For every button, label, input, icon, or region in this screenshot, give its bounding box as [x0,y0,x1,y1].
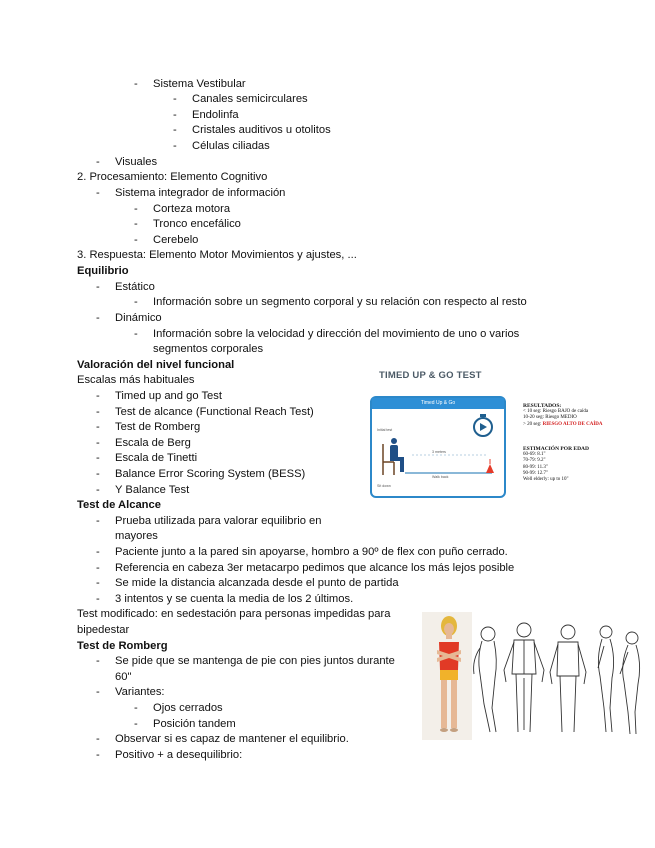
bullet-dash: - [96,686,100,698]
posture-sketches [474,623,640,734]
bullet-dash: - [96,281,100,293]
paragraph: Test modificado: en sedestación para personas impedidas para [77,608,391,620]
person-icon [390,438,404,472]
outline-item: Información sobre un segmento corporal y su relación con respecto al resto [153,296,527,308]
tug-illustration [372,409,504,496]
outline-item: Escala de Tinetti [115,452,198,464]
bullet-dash: - [96,312,100,324]
outline-item: Escala de Berg [115,437,191,449]
outline-item-continuation: mayores [115,530,158,542]
numbered-heading: 2. Procesamiento: Elemento Cognitivo [77,171,268,183]
bullet-dash: - [96,749,100,761]
svg-text:Initial test: Initial test [377,428,393,432]
outline-item-continuation: segmentos corporales [153,343,264,355]
outline-item: Prueba utilizada para valorar equilibrio en [115,515,322,527]
tug-figure-bar: Timed Up & Go [372,398,504,409]
bullet-dash: - [96,421,100,433]
outline-item: Cristales auditivos u otolitos [192,124,331,136]
outline-item: Canales semicirculares [192,93,308,105]
outline-item: Sistema Vestibular [153,78,246,90]
section-heading: Valoración del nivel funcional [77,359,235,371]
bullet-dash: - [96,468,100,480]
bullet-dash: - [173,140,177,152]
outline-item: Información sobre la velocidad y dirección del movimiento de uno o varios [153,328,520,340]
outline-item: Sistema integrador de información [115,187,286,199]
outline-item: Estático [115,281,155,293]
woman-standing-figure [422,612,472,740]
bullet-dash: - [96,452,100,464]
bullet-dash: - [96,406,100,418]
outline-item: Ojos cerrados [153,702,223,714]
bullet-dash: - [96,484,100,496]
bullet-dash: - [173,124,177,136]
tug-figure-title: TIMED UP & GO TEST [379,370,482,381]
tug-age-estimation: ESTIMACIÓN POR EDAD 60-69: 8.1" 70-79: 9.2" 80-99: 11.3" 90-99: 12.7" Well elderly: up to 10" [523,446,590,483]
outline-item: 3 intentos y se cuenta la media de los 2 últimos. [115,593,354,605]
outline-item: Dinámico [115,312,162,324]
numbered-heading: 3. Respuesta: Elemento Motor Movimientos y ajustes, ... [77,249,357,261]
bullet-dash: - [134,218,138,230]
bullet-dash: - [134,702,138,714]
bullet-dash: - [173,109,177,121]
bullet-dash: - [134,296,138,308]
bullet-dash: - [96,390,100,402]
outline-item: Balance Error Scoring System (BESS) [115,468,306,480]
bullet-dash: - [134,718,138,730]
svg-text:3 meters: 3 meters [432,450,446,454]
bullet-dash: - [134,328,138,340]
bullet-dash: - [173,93,177,105]
bullet-dash: - [134,234,138,246]
outline-item: Test de alcance (Functional Reach Test) [115,406,314,418]
outline-item: Referencia en cabeza 3er metacarpo pedimos que alcance los más lejos posible [115,562,515,574]
outline-item: Células ciliadas [192,140,270,152]
romberg-illustration [422,612,647,740]
outline-item: Paciente junto a la pared sin apoyarse, hombro a 90º de flex con puño cerrado. [115,546,508,558]
outline-item: Endolinfa [192,109,239,121]
section-heading: Equilibrio [77,265,129,277]
bullet-dash: - [96,577,100,589]
outline-item: Y Balance Test [115,484,190,496]
outline-item: Positivo + a desequilibrio: [115,749,243,761]
outline-item: Se mide la distancia alcanzada desde el punto de partida [115,577,399,589]
bullet-dash: - [134,78,138,90]
bullet-dash: - [96,733,100,745]
bullet-dash: - [96,437,100,449]
outline-item: Test de Romberg [115,421,201,433]
outline-item: Posición tandem [153,718,236,730]
bullet-dash: - [96,655,100,667]
section-heading: Test de Alcance [77,499,161,511]
outline-item: Corteza motora [153,203,231,215]
subheading: Escalas más habituales [77,374,195,386]
bullet-dash: - [96,546,100,558]
section-heading: Test de Romberg [77,640,168,652]
svg-text:Sit down: Sit down [377,484,391,488]
paragraph-continuation: bipedestar [77,624,130,636]
bullet-dash: - [96,562,100,574]
outline-item: Se pide que se mantenga de pie con pies juntos durante [115,655,395,667]
bullet-dash: - [96,593,100,605]
bullet-dash: - [134,203,138,215]
outline-item: Observar si es capaz de mantener el equilibrio. [115,733,349,745]
bullet-dash: - [96,156,100,168]
outline-item: Variantes: [115,686,165,698]
outline-item: Visuales [115,156,158,168]
bullet-dash: - [96,515,100,527]
cone-icon [486,459,494,473]
svg-text:Walk back: Walk back [432,475,449,479]
bullet-dash: - [96,187,100,199]
outline-item-continuation: 60" [115,671,132,683]
outline-item: Timed up and go Test [115,390,222,402]
outline-item: Cerebelo [153,234,199,246]
stopwatch-icon [474,414,492,436]
outline-item: Tronco encefálico [153,218,241,230]
tug-figure-panel [370,396,506,498]
tug-results: RESULTADOS: < 10 seg: Riesgo BAJO de caída 10-20 seg: Riesgo MEDIO > 20 seg: RIESGO ALTO DE CAÍDA [523,403,603,427]
